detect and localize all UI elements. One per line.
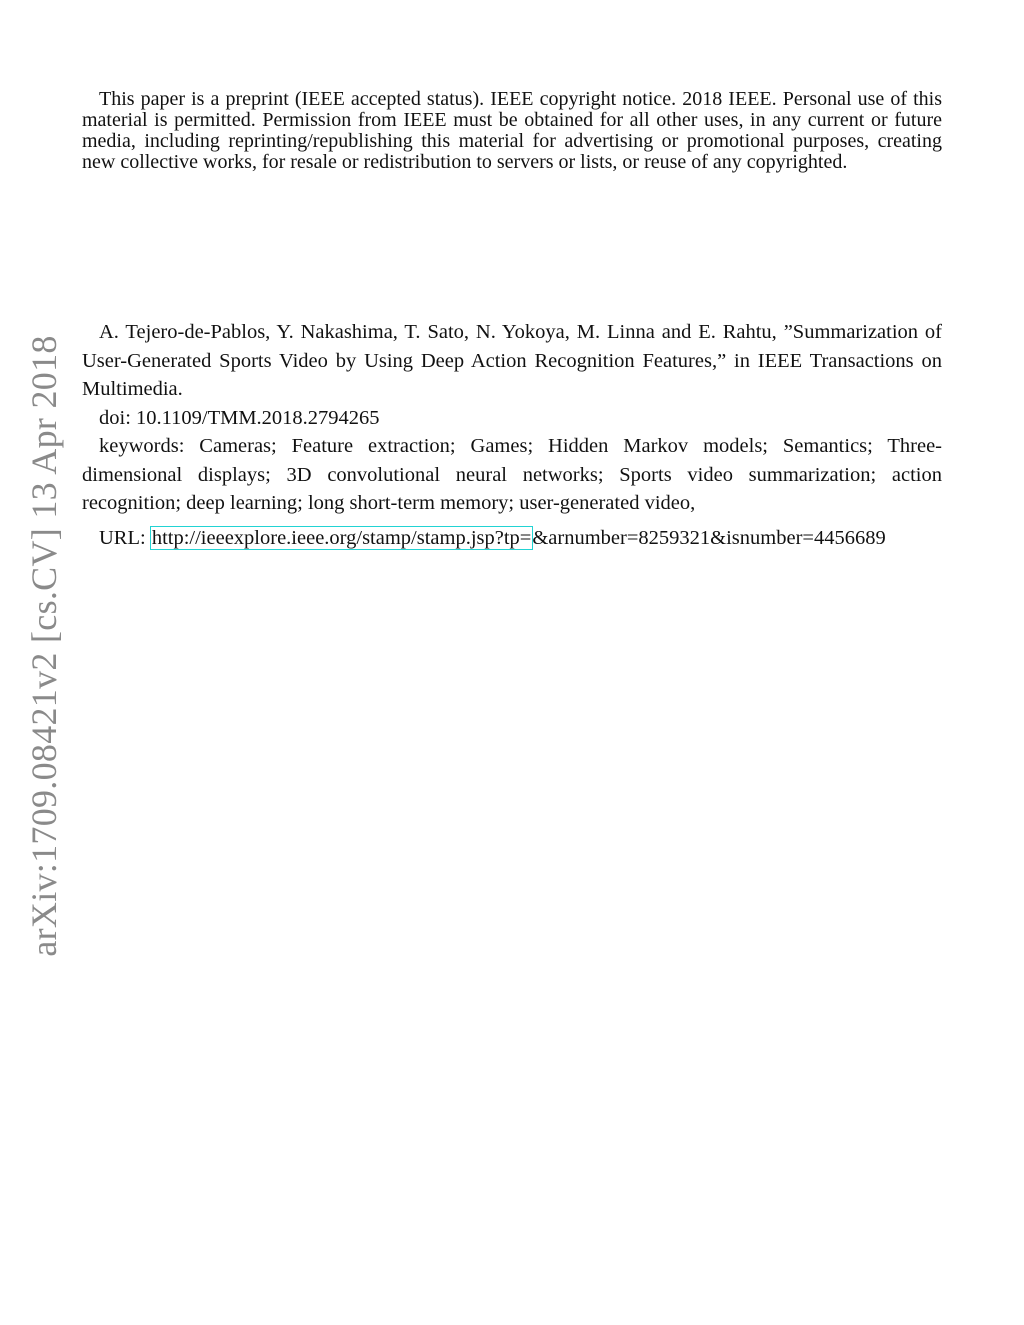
url-rest: &arnumber=8259321&isnumber=4456689 [532,526,886,549]
citation-block [82,318,942,552]
arxiv-stamp: arXiv:1709.08421v2 [cs.CV] 13 Apr 2018 [24,335,64,957]
citation-url-line [82,524,942,553]
url-link[interactable]: http://ieeexplore.ieee.org/stamp/stamp.jsp?tp= [151,526,532,549]
citation-reference: A. Tejero-de-Pablos, Y. Nakashima, T. Sato, N. Yokoya, M. Linna and E. Rahtu, ”Summarization of User-Generated Sports Video by Using Deep Action Recognition Features,” in IEEE Transactions on Multimedia. [82,321,942,400]
copyright-notice: This paper is a preprint (IEEE accepted status). IEEE copyright notice. 2018 IEEE. Personal use of this material is permitted. Permission from IEEE must be obtained for all other uses, in any current or future media, including reprinting/republishing this material for advertising or promotional purposes, creating new collective works, for resale or redistribution to servers or lists, or reuse of any copyrighted. [82,88,942,173]
citation-keywords: keywords: Cameras; Feature extraction; Games; Hidden Markov models; Semantics; Three-dimensional displays; 3D convolutional neural networks; Sports video summarization; action recognition; deep learning; long short-term memory; user-generated video, [82,435,942,514]
url-label: URL: [99,526,146,549]
citation-doi: doi: 10.1109/TMM.2018.2794265 [99,406,380,429]
